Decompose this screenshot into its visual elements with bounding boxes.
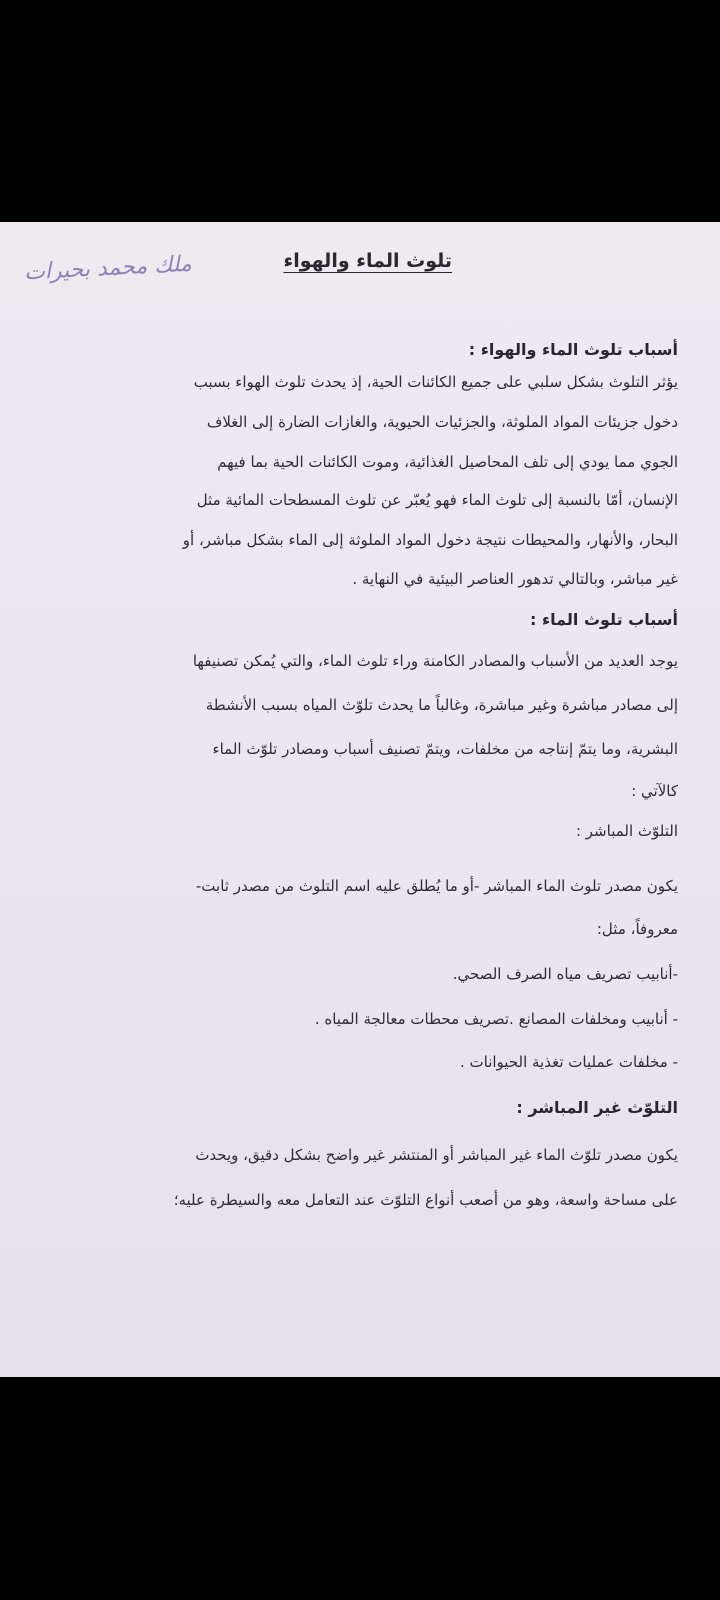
document-title: تلوث الماء والهواء: [283, 250, 452, 272]
paragraph-line: الإنسان، أمّا بالنسبة إلى تلوث الماء فهو يُعبّر عن تلوث المسطحات المائية مثل: [196, 491, 678, 509]
paragraph-line: - أنابيب ومخلفات المصانع .تصريف محطات معالجة المياه .: [314, 1010, 678, 1028]
paragraph-line: -أنابيب تصريف مياه الصرف الصحي.: [452, 965, 678, 983]
paragraph-line: يكون مصدر تلوث الماء المباشر -أو ما يُطلق عليه اسم التلوث من مصدر ثابت-: [195, 877, 678, 895]
paragraph-line: البحار، والأنهار، والمحيطات نتيجة دخول المواد الملوثة إلى الماء بشكل مباشر، أو: [182, 531, 678, 549]
paragraph-line: يكون مصدر تلوّث الماء غير المباشر أو المنتشر غير واضح بشكل دقيق، ويحدث: [195, 1146, 678, 1164]
title-row: [10, 250, 452, 300]
paragraph-line: أسباب تلوث الماء :: [530, 610, 678, 629]
paragraph-line: - مخلفات عمليات تغذية الحيوانات .: [459, 1053, 678, 1071]
paragraph-line: معروفاً، مثل:: [596, 920, 678, 938]
paragraph-line: غير مباشر، وبالتالي تدهور العناصر البيئية في النهاية .: [352, 570, 678, 588]
paragraph-line: البشرية، وما يتمّ إنتاجه من مخلفات، ويتمّ تصنيف أسباب ومصادر تلوّث الماء: [212, 740, 678, 758]
paragraph-line: أسباب تلوث الماء والهواء :: [468, 340, 678, 359]
paragraph-line: كالآتي :: [631, 782, 678, 800]
paragraph-line: يؤثر التلوث بشكل سلبي على جميع الكائنات الحية، إذ يحدث تلوث الهواء بسبب: [193, 373, 678, 391]
paragraph-line: التلوّث غير المباشر :: [516, 1098, 678, 1117]
paragraph-line: يوجد العديد من الأسباب والمصادر الكامنة وراء تلوث الماء، والتي يُمكن تصنيفها: [192, 652, 678, 670]
paragraph-line: الجوي مما يودي إلى تلف المحاصيل الغذائية، وموت الكائنات الحية بما فيهم: [217, 453, 678, 471]
handwritten-signature: ملك محمد بحيرات: [23, 251, 193, 286]
paragraph-line: على مساحة واسعة، وهو من أصعب أنواع التلوّث عند التعامل معه والسيطرة عليه؛: [173, 1191, 678, 1209]
paragraph-line: إلى مصادر مباشرة وغير مباشرة، وغالباً ما يحدث تلوّث المياه بسبب الأنشطة: [205, 696, 678, 714]
document-page: [0, 222, 720, 1377]
paragraph-line: دخول جزيئات المواد الملوثة، والجزئيات الحيوية، والغازات الضارة إلى الغلاف: [206, 413, 678, 431]
paragraph-line: التلوّث المباشر :: [575, 822, 678, 840]
